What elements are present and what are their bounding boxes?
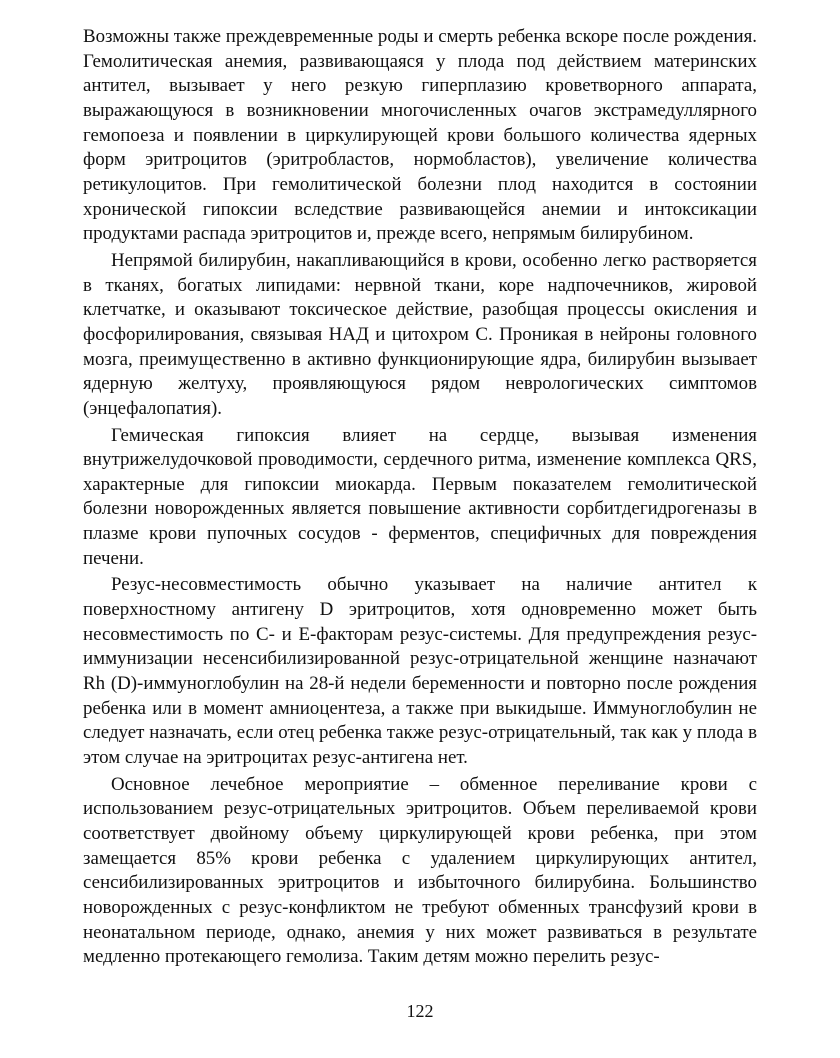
paragraph-2 [83, 249, 762, 422]
paragraph-1-text: Возможны также преждевременные роды и смерть ребенка вскоре после рождения. Гемолитическая анемия, развивающаяся у плода под действием материнских антител, вызывает у него резкую гиперплазию кроветворного аппарата, выражающуюся в возникновении многочисленных очагов экстрамедуллярного гемопоеза и появлении в циркулирующей крови большого количества ядерных форм эритроцитов (эритробластов, нормобластов), увеличение количества ретикулоцитов. При гемолитической болезни плод находится в состоянии хронической гипоксии вследствие развивающейся анемии и интоксикации продуктами распада эритроцитов и, прежде всего, непрямым билирубином. [83, 26, 762, 245]
paragraph-5 [83, 773, 762, 970]
paragraph-1 [83, 25, 762, 247]
page-body [83, 25, 762, 970]
paragraph-3-text: Гемическая гипоксия влияет на сердце, вызывая изменения внутрижелудочковой проводимости, сердечного ритма, изменение комплекса QRS, характерные для гипоксии миокарда. Первым показателем гемолитической болезни новорожденных является повышение активности сорбитдегидрогеназы в плазме крови пупочных сосудов - ферментов, специфичных для повреждения печени. [83, 424, 762, 569]
paragraph-2-text: Непрямой билирубин, накапливающийся в крови, особенно легко растворяется в тканях, богатых липидами: нервной ткани, коре надпочечников, жировой клетчатке, и оказывают токсическое действие, разобщая процессы окисления и фосфорилирования, связывая НАД и цитохром С. Проникая в нейроны головного мозга, преимущественно в активно функционирующие ядра, билирубин вызывает ядерную желтуху, проявляющуюся рядом неврологических симптомов (энцефалопатия). [83, 249, 762, 419]
paragraph-5-text: Основное лечебное мероприятие – обменное переливание крови с использованием резус-отрицательных эритроцитов. Объем переливаемой крови соответствует двойному объему циркулирующей крови ребенка, при этом замещается 85% крови ребенка с удалением циркулирующих антител, сенсибилизированных эритроцитов и избыточного билирубина. Большинство новорожденных с резус-конфликтом не требуют обменных трансфузий крови в неонатальном периоде, однако, анемия у них может развиваться в результате медленно протекающего гемолиза. Таким детям можно перелить резус- [83, 773, 762, 968]
paragraph-4 [83, 573, 762, 770]
paragraph-3 [83, 424, 762, 572]
page-number: 122 [406, 1001, 434, 1021]
paragraph-4-text: Резус-несовместимость обычно указывает на наличие антител к поверхностному антигену D эритроцитов, хотя одновременно может быть несовместимость по С- и Е-факторам резус-системы. Для предупреждения резус-иммунизации несенсибилизированной резус-отрицательной женщине назначают Rh (D)-иммуноглобулин на 28-й недели беременности и повторно после рождения ребенка или в момент амниоцентеза, а также при выкидыше. Иммуноглобулин не следует назначать, если отец ребенка также резус-отрицательный, так как у плода в этом случае на эритроцитах резус-антигена нет. [83, 574, 762, 769]
